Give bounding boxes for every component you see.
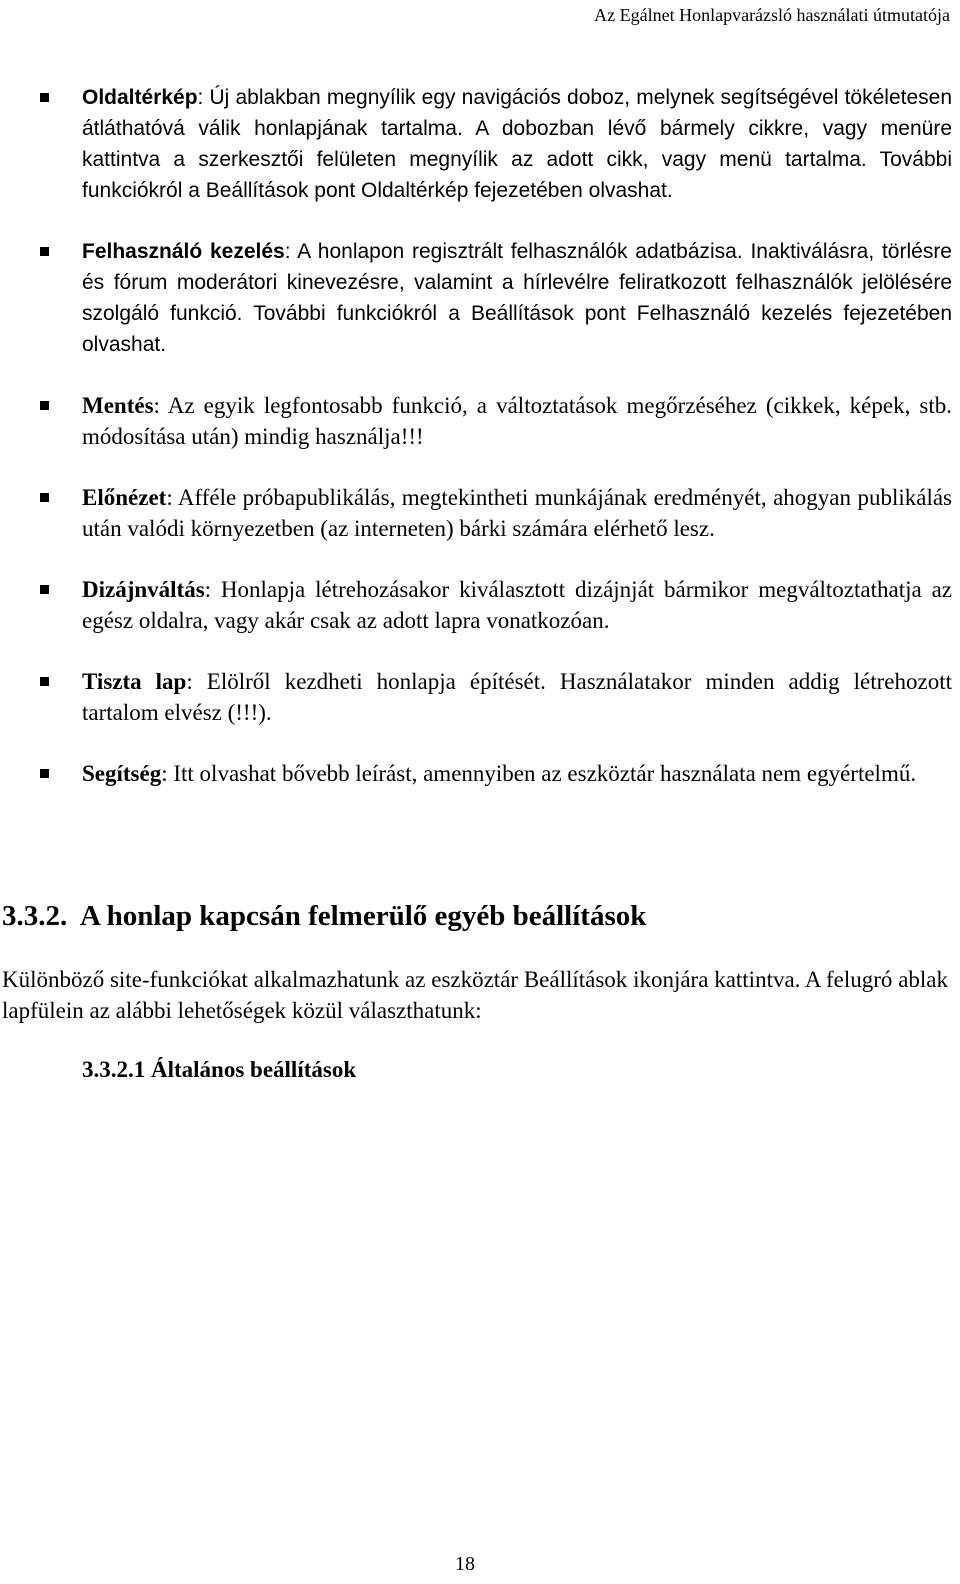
bullet-item-elonezet — [40, 482, 952, 544]
bullet-term: Mentés — [82, 393, 154, 418]
bullet-text: : Honlapja létrehozásakor kiválasztott dizájnját bármikor megváltoztathatja az egész oldalra, vagy akár csak az adott lapra vonatkozóan. — [82, 577, 952, 633]
bullet-item-dizajnvaltas — [40, 574, 952, 636]
bullet-item-mentes — [40, 390, 952, 452]
body-paragraph: Különböző site-funkciókat alkalmazhatunk az eszköztár Beállítások ikonjára kattintva. A felugró ablak lapfülein az alábbi lehetőségek közül választhatunk: — [2, 967, 948, 1023]
bullet-text: : Elölről kezdheti honlapja építését. Használatakor minden addig létrehozott tartalom elvész (!!!). — [82, 669, 952, 725]
square-bullet-icon — [40, 585, 49, 594]
bullet-term: Felhasználó kezelés — [82, 240, 285, 263]
bullet-item-tiszta-lap — [40, 666, 952, 728]
square-bullet-icon — [40, 677, 49, 686]
running-header: Az Egálnet Honlapvarázsló használati útmutatója — [594, 5, 950, 25]
page-number: 18 — [455, 1553, 475, 1575]
bullet-list — [40, 82, 952, 819]
bullet-term: Tiszta lap — [82, 669, 187, 694]
subsection-heading: 3.3.2.1 Általános beállítások — [82, 1057, 357, 1082]
square-bullet-icon — [40, 93, 49, 102]
bullet-text: : Afféle próbapublikálás, megtekintheti munkájának eredményét, ahogyan publikálás után valódi környezetben (az interneten) bárki számára elérhető lesz. — [82, 485, 952, 541]
square-bullet-icon — [40, 401, 49, 410]
square-bullet-icon — [40, 769, 49, 778]
bullet-text: : Itt olvashat bővebb leírást, amennyiben az eszköztár használata nem egyértelmű. — [161, 761, 917, 786]
bullet-item-felhasznalo-kezeles — [40, 236, 952, 360]
square-bullet-icon — [40, 493, 49, 502]
section-heading — [0, 898, 960, 934]
bullet-term: Segítség — [82, 761, 162, 786]
bullet-term: Dizájnváltás — [82, 577, 205, 602]
section-number: 3.3.2. — [2, 900, 68, 932]
bullet-term: Előnézet — [82, 485, 167, 510]
bullet-item-segitseg — [40, 758, 952, 789]
square-bullet-icon — [40, 247, 49, 256]
section-title: A honlap kapcsán felmerülő egyéb beállítások — [80, 900, 647, 932]
bullet-text: : Az egyik legfontosabb funkció, a változtatások megőrzéséhez (cikkek, képek, stb. módosítása után) mindig használja!!! — [82, 393, 952, 449]
bullet-text: : A honlapon regisztrált felhasználók adatbázisa. Inaktiválásra, törlésre és fórum moderátori kinevezésre, valamint a hírlevélre feliratkozott felhasználók jelölésére szolgáló funkció. További funkciókról a Beállítások pont Felhasználó kezelés fejezetében olvashat. — [82, 240, 952, 356]
bullet-text: : Új ablakban megnyílik egy navigációs doboz, melynek segítségével tökéletesen átláthatóvá válik honlapjának tartalma. A dobozban lévő bármely cikkre, vagy menüre kattintva a szerkesztői felületen megnyílik az adott cikk, vagy menü tartalma. További funkciókról a Beállítások pont Oldaltérkép fejezetében olvashat. — [82, 86, 952, 202]
bullet-item-oldalterkep — [40, 82, 952, 206]
bullet-term: Oldaltérkép — [82, 86, 198, 109]
